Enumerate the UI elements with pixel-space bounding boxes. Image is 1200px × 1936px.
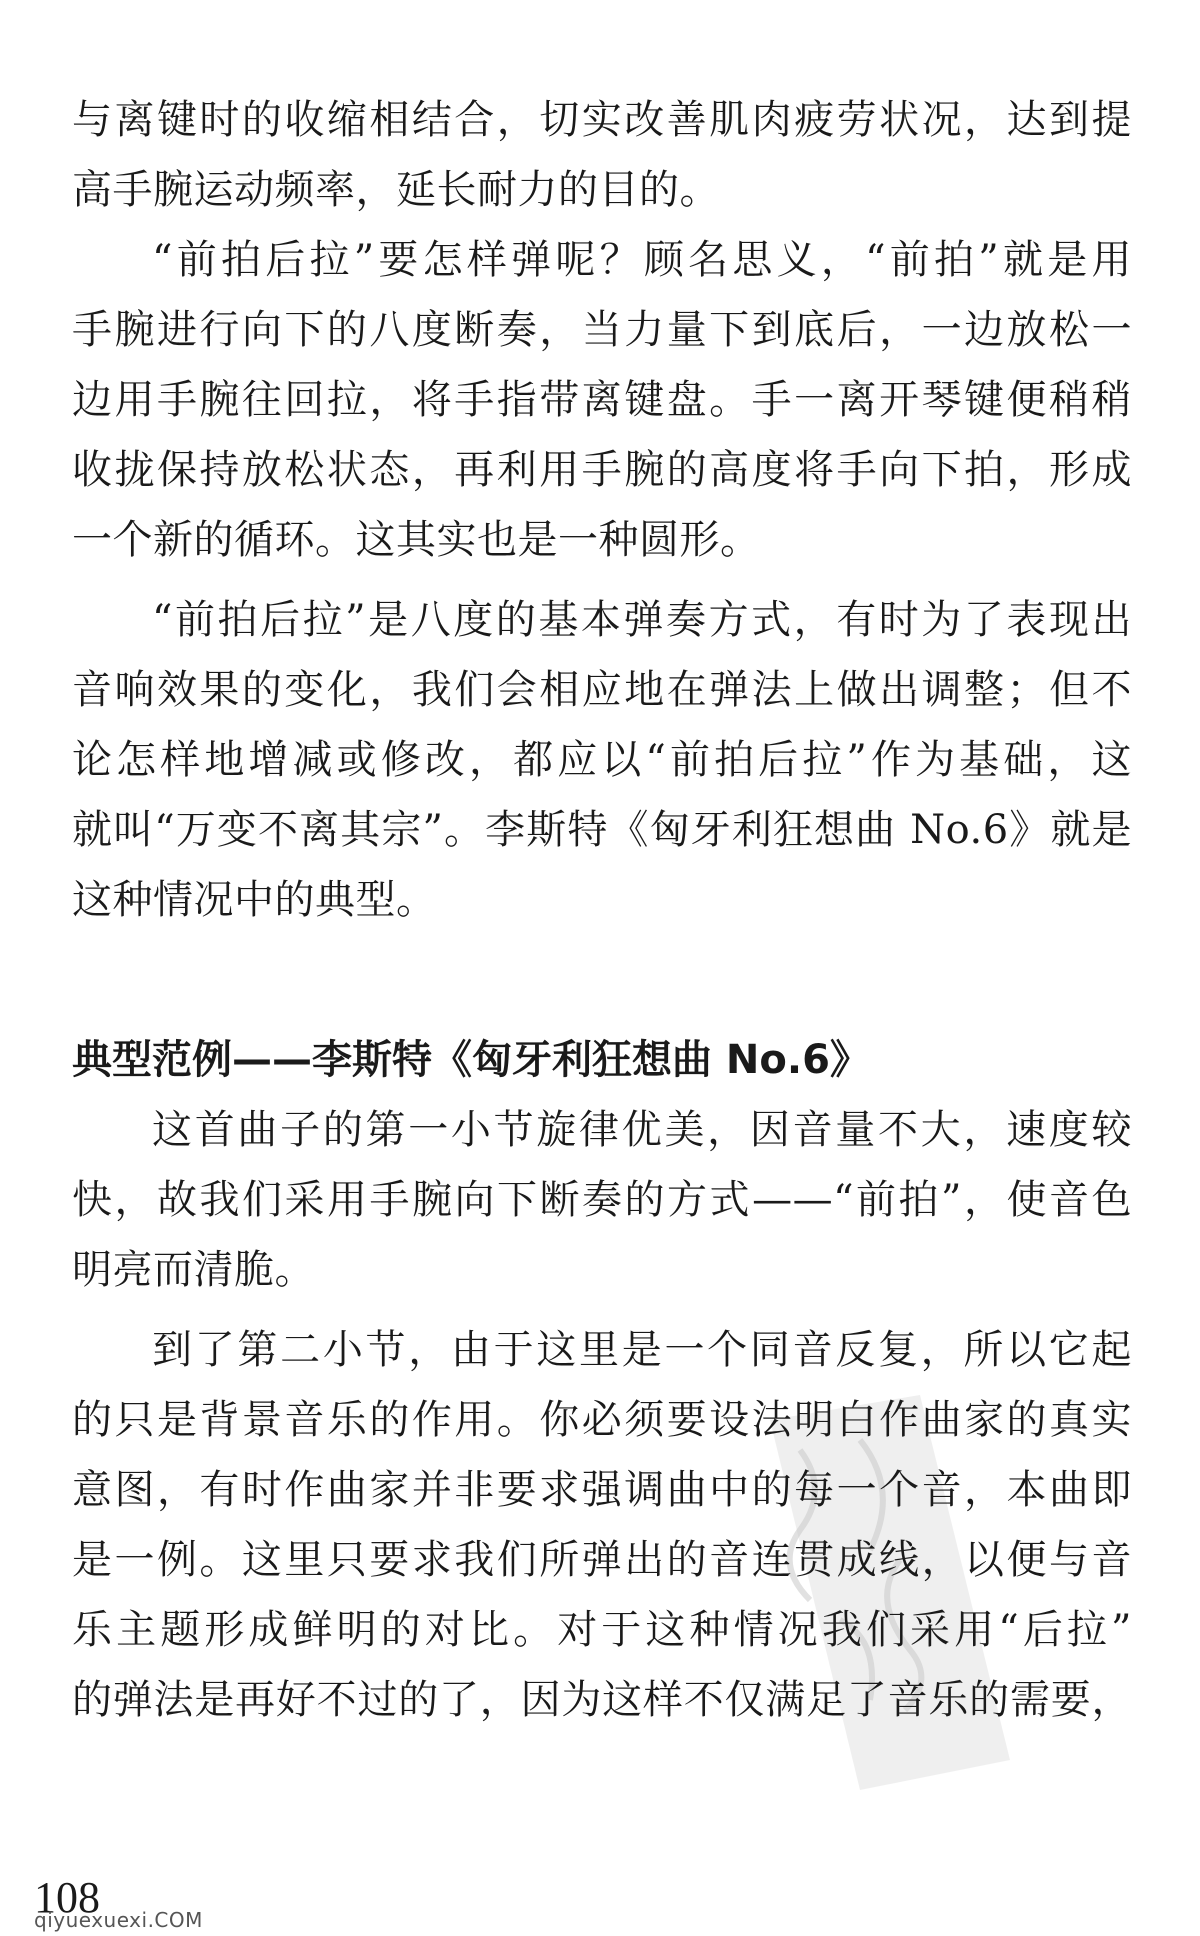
text-line: 边用手腕往回拉，将手指带离键盘。手一离开琴键便稍稍 [72, 377, 1132, 423]
text-line: 明亮而清脆。 [72, 1247, 315, 1293]
text-line: 手腕进行向下的八度断奏，当力量下到底后，一边放松一 [72, 307, 1132, 353]
text-line: 这种情况中的典型。 [72, 877, 437, 923]
text-line: 就叫“万变不离其宗”。李斯特《匈牙利狂想曲 No.6》就是 [72, 807, 1132, 853]
text-line: 是一例。这里只要求我们所弹出的音连贯成线，以便与音 [72, 1537, 1132, 1583]
section-heading: 典型范例——李斯特《匈牙利狂想曲 No.6》 [72, 1037, 870, 1083]
text-line: 乐主题形成鲜明的对比。对于这种情况我们采用“后拉” [72, 1607, 1132, 1653]
watermark-url: qiyuexuexi.COM [34, 1908, 203, 1932]
text-line: 的弹法是再好不过的了，因为这样不仅满足了音乐的需要， [72, 1677, 1132, 1723]
text-line: 这首曲子的第一小节旋律优美，因音量不大，速度较 [152, 1107, 1132, 1153]
text-line: 论怎样地增减或修改，都应以“前拍后拉”作为基础，这 [72, 737, 1132, 783]
text-line: “前拍后拉”要怎样弹呢？顾名思义，“前拍”就是用 [152, 237, 1132, 283]
text-line: 快，故我们采用手腕向下断奏的方式——“前拍”，使音色 [72, 1177, 1132, 1223]
text-line: 一个新的循环。这其实也是一种圆形。 [72, 517, 761, 563]
text-line: 到了第二小节，由于这里是一个同音反复，所以它起 [152, 1327, 1132, 1373]
text-line: “前拍后拉”是八度的基本弹奏方式，有时为了表现出 [152, 597, 1132, 643]
text-line: 高手腕运动频率，延长耐力的目的。 [72, 167, 720, 213]
text-line: 意图，有时作曲家并非要求强调曲中的每一个音，本曲即 [72, 1467, 1132, 1513]
page-number: 108 [34, 1873, 100, 1922]
text-line: 的只是背景音乐的作用。你必须要设法明白作曲家的真实 [72, 1397, 1132, 1443]
text-line: 与离键时的收缩相结合，切实改善肌肉疲劳状况，达到提 [72, 97, 1132, 143]
text-line: 音响效果的变化，我们会相应地在弹法上做出调整；但不 [72, 667, 1132, 713]
text-line: 收拢保持放松状态，再利用手腕的高度将手向下拍，形成 [72, 447, 1132, 493]
